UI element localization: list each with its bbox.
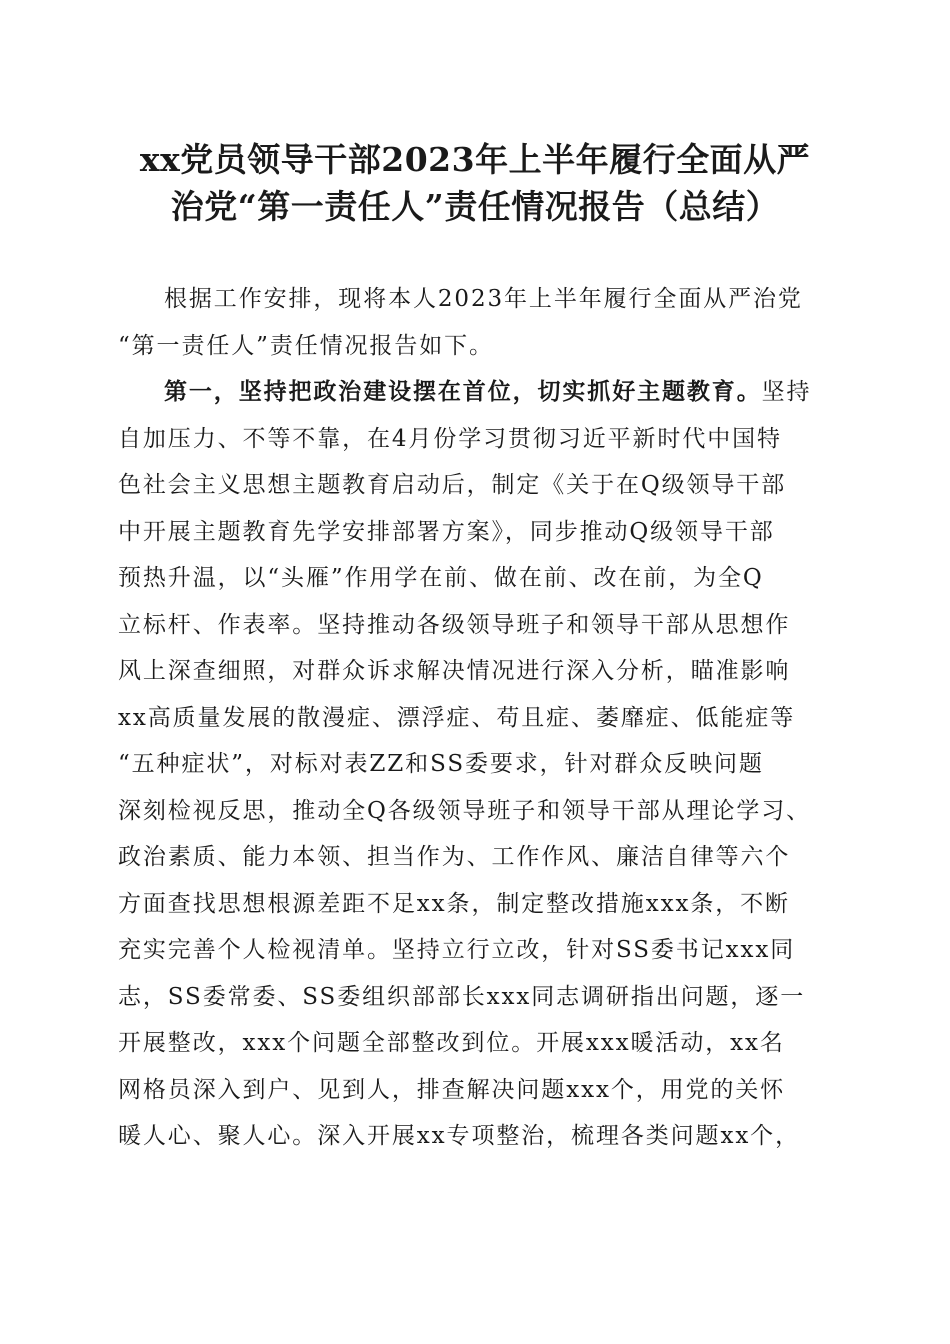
body-line: 方面查找思想根源差距不足xx条，制定整改措施xxx条，不断 bbox=[118, 890, 790, 917]
body-line: xx高质量发展的散漫症、漂浮症、苟且症、萎靡症、低能症等 bbox=[118, 704, 796, 731]
body-line: 深刻检视反思，推动全Q各级领导班子和领导干部从理论学习、 bbox=[118, 797, 812, 824]
body-line: 政治素质、能力本领、担当作为、工作作风、廉洁自律等六个 bbox=[118, 844, 791, 870]
body-line: “五种症状”，对标对表ZZ和SS委要求，针对群众反映问题 bbox=[118, 751, 764, 777]
intro-line-2: “第一责任人”责任情况报告如下。 bbox=[118, 332, 494, 359]
section-1-first-line bbox=[118, 369, 838, 416]
body-line: 风上深查细照，对群众诉求解决情况进行深入分析，瞄准影响 bbox=[118, 658, 791, 684]
body-line: 网格员深入到户、见到人，排查解决问题xxx个，用党的关怀 bbox=[118, 1076, 786, 1103]
body-line: 暖人心、聚人心。深入开展xx专项整治，梳理各类问题xx个， bbox=[118, 1123, 800, 1149]
title-line-1: xx党员领导干部2023年上半年履行全面从严 bbox=[139, 140, 811, 179]
title-line-2: 治党“第一责任人”责任情况报告（总结） bbox=[170, 187, 780, 226]
body-line: 开展整改，xxx个问题全部整改到位。开展xxx暖活动，xx名 bbox=[118, 1030, 785, 1056]
body-line: 立标杆、作表率。坚持推动各级领导班子和领导干部从思想作 bbox=[118, 611, 791, 638]
body-line: 中开展主题教育先学安排部署方案》，同步推动Q级领导干部 bbox=[118, 518, 775, 545]
body-line: 色社会主义思想主题教育启动后，制定《关于在Q级领导干部 bbox=[118, 472, 787, 498]
document-body bbox=[118, 276, 838, 1160]
body-line: 志，SS委常委、SS委组织部部长xxx同志调研指出问题，逐一 bbox=[118, 983, 806, 1010]
section-1-first-line-rest: 坚持 bbox=[761, 379, 812, 405]
section-1-heading: 第一，坚持把政治建设摆在首位，切实抓好主题教育。 bbox=[164, 378, 762, 405]
body-line: 自加压力、不等不靠，在4月份学习贯彻习近平新时代中国特 bbox=[118, 425, 782, 452]
body-line: 充实完善个人检视清单。坚持立行立改，针对SS委书记xxx同 bbox=[118, 937, 796, 963]
document-title bbox=[100, 136, 850, 230]
intro-line-1: 根据工作安排，现将本人2023年上半年履行全面从严治党 bbox=[164, 286, 803, 312]
body-line: 预热升温，以“头雁”作用学在前、做在前、改在前，为全Q bbox=[118, 565, 764, 591]
